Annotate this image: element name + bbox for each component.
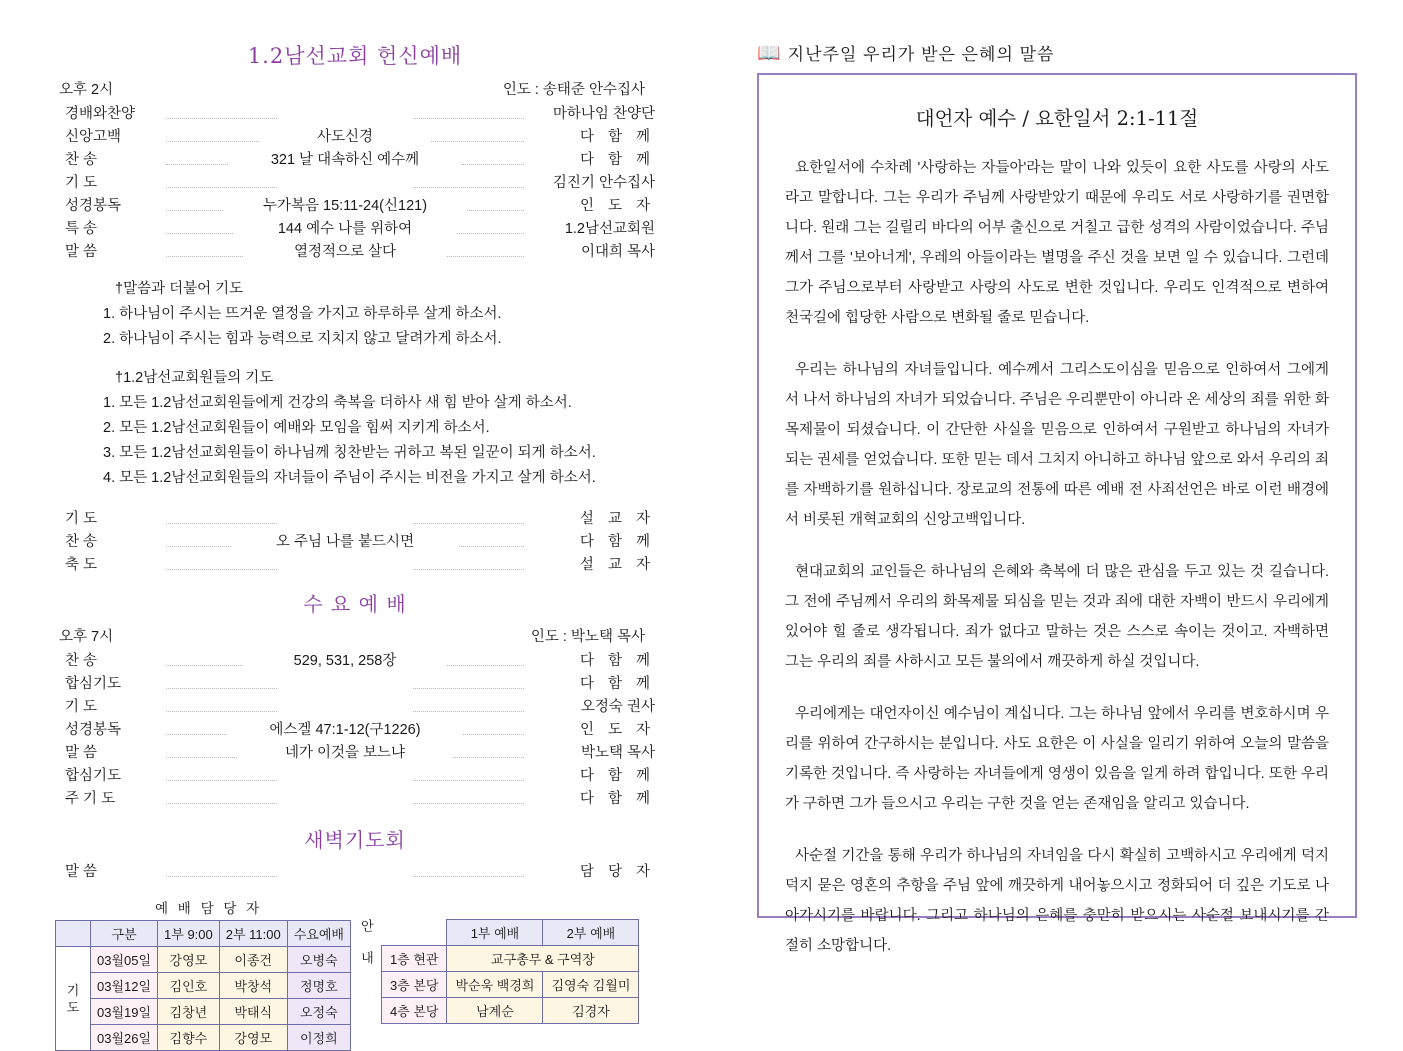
order-row xyxy=(55,149,655,171)
dot-leader xyxy=(166,779,277,781)
dot-leader xyxy=(413,117,524,119)
prayer-item: 1. 모든 1.2남선교회원들에게 건강의 축복을 더하사 새 힘 받아 살게 하소서. xyxy=(103,395,572,411)
dot-leader xyxy=(166,163,228,165)
cell-date: 03월12일 xyxy=(91,973,158,999)
order-item-label: 특 송 xyxy=(65,221,98,237)
guide-table-wrap xyxy=(381,919,639,1024)
dot-leader xyxy=(166,232,233,234)
order-item-label: 성경봉독 xyxy=(65,722,122,738)
order-row xyxy=(55,719,655,741)
order-row xyxy=(55,195,655,217)
row-group-label: 기 도 xyxy=(56,947,91,1051)
service1-order-list xyxy=(55,103,655,263)
left-column xyxy=(55,40,655,1051)
cell-name: 이정희 xyxy=(287,1025,350,1051)
order-item-label: 말 씀 xyxy=(65,745,98,761)
service3-title: 새벽기도회 xyxy=(304,828,406,852)
order-item-person: 오정숙 권사 xyxy=(580,699,655,715)
order-row xyxy=(55,508,655,530)
order-row xyxy=(55,218,655,240)
order-item-person: 다 함 께 xyxy=(579,129,655,145)
schedule-table xyxy=(55,920,351,1051)
order-row xyxy=(55,696,655,718)
service1-leader: 인도 : 송태준 안수집사 xyxy=(502,82,645,98)
dot-leader xyxy=(431,140,524,142)
order-item-detail: 144 예수 나를 위하여 xyxy=(277,221,413,237)
dot-leader xyxy=(166,186,277,188)
order-item-person: 박노택 목사 xyxy=(580,745,656,761)
cell-name: 김창년 xyxy=(158,999,220,1025)
cell-name: 오정숙 xyxy=(287,999,350,1025)
table-row xyxy=(381,972,638,998)
order-item-person: 이대희 목사 xyxy=(580,244,656,260)
cell-name: 정명호 xyxy=(287,973,350,999)
cell-name: 강영모 xyxy=(158,947,220,973)
order-item-detail: 열정적으로 살다 xyxy=(293,244,397,260)
cell-floor: 3층 본당 xyxy=(381,972,447,998)
prayer-block-1 xyxy=(55,277,655,352)
cell-name: 김향수 xyxy=(158,1025,220,1051)
order-row xyxy=(55,765,655,787)
service2-title: 수 요 예 배 xyxy=(303,592,407,616)
order-item-person: 마하나임 찬양단 xyxy=(552,106,655,122)
table-row xyxy=(381,998,638,1024)
cell-date: 03월05일 xyxy=(91,947,158,973)
dot-leader xyxy=(413,186,524,188)
cell-floor: 4층 본당 xyxy=(381,998,447,1024)
tables-area xyxy=(55,897,655,1051)
sermon-paragraph: 요한일서에 수차례 '사랑하는 자들아'라는 말이 나와 있듯이 요한 사도를 사랑의 사도라고 말합니다. 그는 우리가 주님께 사랑받았기 때문에 우리도 서로 사랑하기를 권면합니다. 원래 그는 길릴리 바다의 어부 출신으로 거칠고 급한 성격의 사람이었습니다. 주님께서 그를 '보아너게', 우레의 아들이라는 별명을 주신 것을 보면 일 수 있습니다. 그런데 그가 주님으로부터 사랑받고 사랑의 사도로 변한 것입니다. 우리도 인격적으로 변하여 천국길에 힙당한 사람으로 변화될 줄로 믿습니다. xyxy=(785,160,1329,326)
guide-table xyxy=(381,919,639,1024)
order-row xyxy=(55,650,655,672)
table-row xyxy=(56,947,351,973)
service1-meta xyxy=(55,78,655,99)
sermon-header xyxy=(757,40,1357,65)
dot-leader xyxy=(447,255,524,257)
order-item-person: 다 함 께 xyxy=(579,791,655,807)
order-item-detail: 누가복음 15:11-24(신121) xyxy=(262,198,428,214)
order-item-detail: 321 날 대속하신 예수께 xyxy=(270,152,420,168)
dot-leader xyxy=(166,545,231,547)
sermon-paragraph: 우리는 하나님의 자녀들입니다. 예수께서 그리스도이심을 믿음으로 인하여서 그에게서 나서 하나님의 자녀가 되었습니다. 주님은 우리뿐만이 아니라 온 세상의 죄를 위한 화목제물이 되셨습니다. 이 간단한 사실을 믿음으로 인하여서 구원받고 하나님의 자녀가 되는 권세를 얻었습니다. 또한 믿는 데서 그치지 아니하고 하나님 앞으로 와서 우리의 죄를 자백하기를 원하십니다. 장로교의 전통에 따른 예배 전 사죄선언은 바로 이런 배경에서 비롯된 개혁교회의 신앙고백입니다. xyxy=(785,362,1329,528)
order-item-detail xyxy=(339,864,351,880)
vhead-cell xyxy=(56,921,91,947)
guide-corner xyxy=(381,920,447,946)
prayer-item: 4. 모든 1.2남선교회원들의 자녀들이 주님이 주시는 비전을 가지고 살게 하소서. xyxy=(103,470,596,486)
sermon-paragraph: 우리에게는 대언자이신 예수님이 계십니다. 그는 하나님 앞에서 우리를 변호하시며 우리를 위하여 간구하시는 분입니다. 사도 요한은 이 사실을 일리기 위하여 오늘의 말씀을 기록한 것입니다. 즉 사랑하는 자녀들에게 영생이 있음을 일게 하려 합입니다. 또한 우리가 구하면 그가 들으시고 우리는 구한 것을 얻는 존재임을 알리고 있습니다. xyxy=(785,706,1329,812)
order-item-label: 말 씀 xyxy=(65,244,98,260)
prayer-heading: †1.2남선교회원들의 기도 xyxy=(115,370,274,386)
order-item-detail xyxy=(339,106,351,122)
dot-leader xyxy=(166,756,237,758)
dot-leader xyxy=(413,875,524,877)
cell-value: 교구총무 & 구역장 xyxy=(447,946,639,972)
order-row xyxy=(55,241,655,263)
order-item-label: 축 도 xyxy=(65,557,98,573)
order-item-detail: 오 주님 나를 붙드시면 xyxy=(275,534,415,550)
dot-leader xyxy=(447,664,524,666)
order-item-label: 기 도 xyxy=(65,699,98,715)
sermon-paragraph: 사순절 기간을 통해 우리가 하나님의 자녀임을 다시 확실히 고백하시고 우리에게 덕지덕지 묻은 영혼의 추항을 주님 앞에 깨끗하게 내어놓으시고 정화되어 더 깊은 기도로 나아가시기를 바랍니다. 그리고 하나님의 은혜를 충만히 받으시는 사순절 보내시기를 간절히 소망합니다. xyxy=(785,848,1329,954)
order-item-label: 기 도 xyxy=(65,511,98,527)
dot-leader xyxy=(413,522,524,524)
dot-leader xyxy=(467,209,524,211)
order-item-label: 합심기도 xyxy=(65,676,122,692)
order-item-person: 다 함 께 xyxy=(579,534,655,550)
sermon-paragraph: 현대교회의 교인들은 하나님의 은혜와 축복에 더 많은 관심을 두고 있는 것 길습니다. 그 전에 주님께서 우리의 화목제물 되심을 믿는 것과 죄에 대한 자백이 반드시 우리에게 있어야 힐 줄로 생각됩니다. 죄가 없다고 말하는 것은 스스로 속이는 것이고. 자백하면 그는 우리의 죄를 사하시고 모든 불의에서 깨끗하게 하실 것입니다. xyxy=(785,564,1329,670)
dot-leader xyxy=(166,117,277,119)
dot-leader xyxy=(463,733,524,735)
dot-leader xyxy=(166,522,277,524)
prayer-heading: †말씀과 더불어 기도 xyxy=(115,281,244,297)
order-item-person: 김진기 안수집사 xyxy=(552,175,655,191)
prayer-item: 2. 하나님이 주시는 힘과 능력으로 지치지 않고 달려가게 하소서. xyxy=(103,331,502,347)
dot-leader xyxy=(413,687,524,689)
sermon-header-text: 지난주일 우리가 받은 은혜의 말씀 xyxy=(787,45,1055,64)
cell-date: 03월26일 xyxy=(91,1025,158,1051)
dot-leader xyxy=(459,545,524,547)
cell-name: 김인호 xyxy=(158,973,220,999)
dot-leader xyxy=(166,140,259,142)
dot-leader xyxy=(457,232,524,234)
dot-leader xyxy=(166,664,243,666)
service2-order-list xyxy=(55,650,655,810)
order-item-person: 다 함 께 xyxy=(579,768,655,784)
schedule-caption: 예 배 담 당 자 xyxy=(155,901,263,916)
order-item-detail xyxy=(339,557,351,573)
order-item-label: 찬 송 xyxy=(65,653,98,669)
order-row xyxy=(55,531,655,553)
dot-leader xyxy=(166,875,277,877)
order-item-detail: 사도신경 xyxy=(316,129,374,145)
table-row xyxy=(381,946,638,972)
order-item-person: 다 함 께 xyxy=(579,653,655,669)
dot-leader xyxy=(413,710,524,712)
order-item-person: 설 교 자 xyxy=(579,511,655,527)
order-item-detail xyxy=(339,768,351,784)
dot-leader xyxy=(166,209,223,211)
dot-leader xyxy=(166,710,277,712)
order-item-person: 인 도 자 xyxy=(579,722,656,738)
order-item-label: 주 기 도 xyxy=(65,791,116,807)
table-header-row xyxy=(381,920,638,946)
table-row xyxy=(56,999,351,1025)
dot-leader xyxy=(453,756,524,758)
col-header: 수요예배 xyxy=(287,921,350,947)
service1-title: 1.2남선교회 헌신예배 xyxy=(247,44,463,68)
order-item-person: 1.2남선교회원 xyxy=(564,221,656,237)
cell-name: 이종건 xyxy=(219,947,287,973)
order-item-detail xyxy=(339,511,351,527)
table-header-row xyxy=(56,921,351,947)
sermon-title: 대언자 예수 / 요한일서 2:1-11절 xyxy=(915,107,1199,130)
order-row xyxy=(55,742,655,764)
col-header: 구분 xyxy=(91,921,158,947)
order-item-person: 다 함 께 xyxy=(579,152,656,168)
service2-meta xyxy=(55,625,655,646)
order-item-label: 말 씀 xyxy=(65,864,98,880)
col-header: 1부 예배 xyxy=(447,920,543,946)
col-header: 2부 예배 xyxy=(543,920,639,946)
order-item-label: 찬 송 xyxy=(65,534,98,550)
table-row xyxy=(56,973,351,999)
order-row xyxy=(55,788,655,810)
order-item-label: 합심기도 xyxy=(65,768,122,784)
order-row xyxy=(55,103,655,125)
service2-leader: 인도 : 박노택 목사 xyxy=(530,629,645,645)
order-item-label: 기 도 xyxy=(65,175,98,191)
order-item-person: 인 도 자 xyxy=(579,198,656,214)
order-item-detail xyxy=(339,175,351,191)
dot-leader xyxy=(462,163,524,165)
cell-name: 오병숙 xyxy=(287,947,350,973)
dot-leader xyxy=(166,802,277,804)
cell-name: 박태식 xyxy=(219,999,287,1025)
order-item-label: 찬 송 xyxy=(65,152,98,168)
order-row xyxy=(55,554,655,576)
order-item-label: 성경봉독 xyxy=(65,198,122,214)
right-column xyxy=(757,40,1357,954)
table-row xyxy=(56,1025,351,1051)
prayer-item: 2. 모든 1.2남선교회원들이 예배와 모임을 힘써 지키게 하소서. xyxy=(103,420,490,436)
cell-date: 03월19일 xyxy=(91,999,158,1025)
cell-value: 김경자 xyxy=(543,998,639,1024)
prayer-item: 3. 모든 1.2남선교회원들이 하나님께 칭찬받는 귀하고 복된 일꾼이 되게 하소서. xyxy=(103,445,596,461)
cell-value: 남계순 xyxy=(447,998,543,1024)
dot-leader xyxy=(166,568,277,570)
service1-order-list-after xyxy=(55,508,655,576)
dot-leader xyxy=(166,687,277,689)
order-item-detail xyxy=(339,791,351,807)
order-item-label: 경배와찬양 xyxy=(65,106,136,122)
service1-time: 오후 2시 xyxy=(59,82,114,98)
dot-leader xyxy=(166,733,227,735)
order-item-detail xyxy=(339,676,351,692)
cell-value: 김영숙 김월미 xyxy=(543,972,639,998)
dot-leader xyxy=(413,802,524,804)
cell-value: 박순욱 백경희 xyxy=(447,972,543,998)
book-icon: 📖 xyxy=(757,42,782,64)
col-header: 1부 9:00 xyxy=(158,921,220,947)
cell-name: 박창석 xyxy=(219,973,287,999)
dot-leader xyxy=(413,568,524,570)
dot-leader xyxy=(166,255,243,257)
schedule-table-wrap xyxy=(55,897,351,1051)
order-row xyxy=(55,861,655,883)
order-item-detail: 네가 이것을 보느냐 xyxy=(284,745,406,761)
prayer-item: 1. 하나님이 주시는 뜨거운 열정을 가지고 하루하루 살게 하소서. xyxy=(103,306,502,322)
order-item-detail xyxy=(339,699,351,715)
col-header: 2부 11:00 xyxy=(219,921,287,947)
order-item-label: 신앙고백 xyxy=(65,129,122,145)
service2-time: 오후 7시 xyxy=(59,629,114,645)
order-item-person: 다 함 께 xyxy=(579,676,655,692)
order-item-person: 설 교 자 xyxy=(579,557,655,573)
order-item-detail: 에스겔 47:1-12(구1226) xyxy=(269,722,421,738)
order-item-detail: 529, 531, 258장 xyxy=(293,653,397,669)
cell-floor: 1층 현관 xyxy=(381,946,447,972)
cell-name: 강영모 xyxy=(219,1025,287,1051)
order-row xyxy=(55,673,655,695)
order-row xyxy=(55,172,655,194)
order-row xyxy=(55,126,655,148)
prayer-block-2 xyxy=(55,366,655,491)
sermon-box xyxy=(757,73,1357,954)
dot-leader xyxy=(413,779,524,781)
guide-label: 안 내 xyxy=(358,919,374,966)
order-item-person: 담 당 자 xyxy=(579,864,655,880)
